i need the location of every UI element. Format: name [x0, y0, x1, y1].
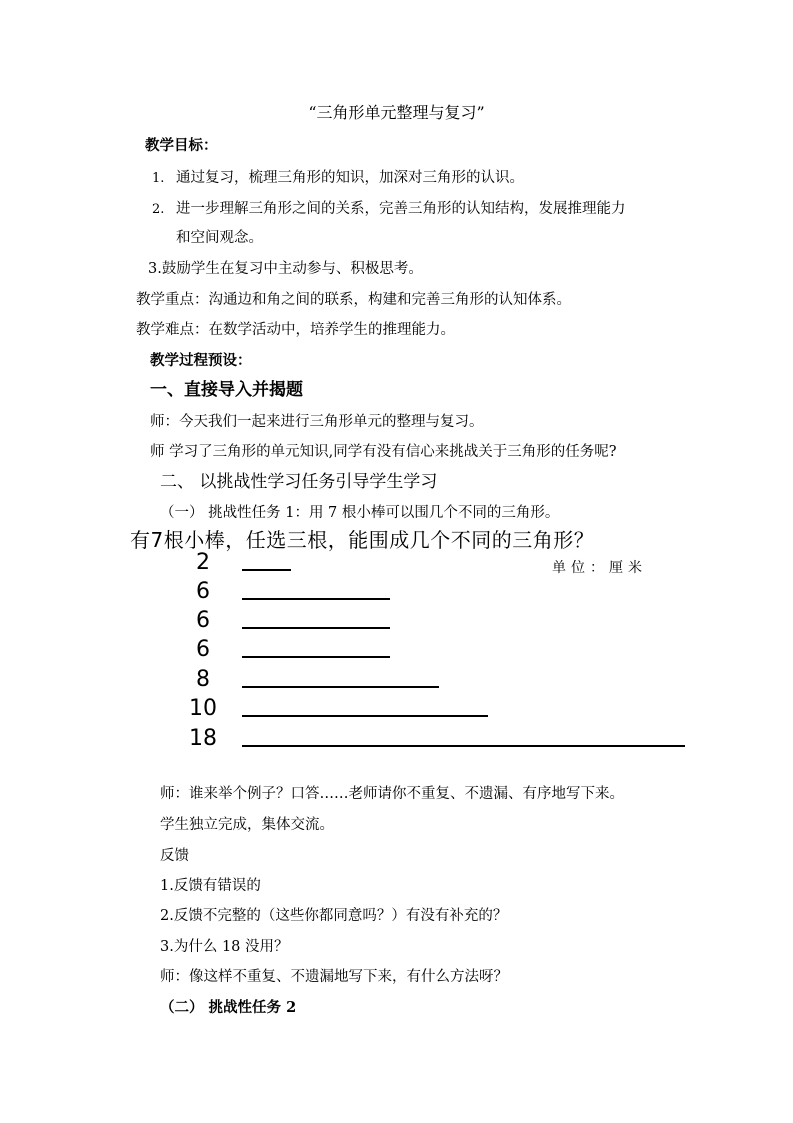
stick-bar [242, 627, 390, 629]
key-point: 教学重点：沟通边和角之间的联系，构建和完善三角形的认知体系。 [136, 292, 571, 308]
after-line-6: 3.为什么 18 没用？ [160, 939, 289, 955]
stick-bar [242, 745, 685, 747]
figure-unit: 单位：厘米 [552, 560, 647, 576]
stick-bar [242, 569, 291, 571]
after-line-1: 师：谁来举个例子？口答……老师请你不重复、不遗漏、有序地写下来。 [160, 786, 624, 802]
stick-length-label: 6 [196, 608, 210, 633]
objective-item-2 [152, 199, 626, 220]
stick-bar [242, 715, 488, 717]
task1-text: （一） 挑战性任务 1：用 7 根小棒可以围几个不同的三角形。 [160, 505, 560, 521]
after-line-3: 反馈 [160, 848, 189, 864]
stick-length-label: 2 [196, 550, 210, 575]
after-line-2: 学生独立完成，集体交流。 [160, 817, 334, 833]
stick-length-label: 6 [196, 637, 210, 662]
task2-heading: （二） 挑战性任务 2 [160, 999, 297, 1016]
objective-item-1 [152, 168, 524, 189]
stick-length-label: 6 [196, 579, 210, 604]
stick-length-label: 8 [196, 667, 210, 692]
stick-length-label: 10 [189, 696, 217, 721]
stick-bar [242, 656, 390, 658]
objective-item-3: 3.鼓励学生在复习中主动参与、积极思考。 [148, 261, 423, 277]
stick-bar [242, 598, 390, 600]
teacher-line-2: 师 学习了三角形的单元知识,同学有没有信心来挑战关于三角形的任务呢? [150, 444, 617, 460]
objective-number: 1. [152, 171, 165, 186]
after-line-7: 师：像这样不重复、不遗漏地写下来，有什么方法呀？ [160, 969, 508, 985]
objectives-heading: 教学目标： [145, 137, 218, 154]
objective-text: 进一步理解三角形之间的关系，完善三角形的认知结构，发展推理能力 [176, 201, 626, 217]
section2-heading: 二、 以挑战性学习任务引导学生学习 [160, 472, 438, 492]
objective-number: 2. [152, 202, 165, 217]
teacher-line-1: 师：今天我们一起来进行三角形单元的整理与复习。 [150, 414, 484, 430]
objective-text: 通过复习，梳理三角形的知识，加深对三角形的认识。 [176, 170, 524, 186]
stick-length-label: 18 [189, 726, 217, 751]
difficulty: 教学难点：在数学活动中，培养学生的推理能力。 [136, 322, 455, 338]
figure-question: 有7根小棒，任选三根，能围成几个不同的三角形？ [130, 528, 595, 552]
after-line-5: 2.反馈不完整的（这些你都同意吗？）有没有补充的？ [160, 908, 508, 924]
document-title: “三角形单元整理与复习” [308, 103, 485, 122]
section1-heading: 一、直接导入并揭题 [150, 380, 303, 400]
stick-bar [242, 686, 439, 688]
process-heading: 教学过程预设： [150, 352, 252, 369]
objective-item-2-continued: 和空间观念。 [176, 230, 263, 246]
after-line-4: 1.反馈有错误的 [160, 878, 261, 894]
